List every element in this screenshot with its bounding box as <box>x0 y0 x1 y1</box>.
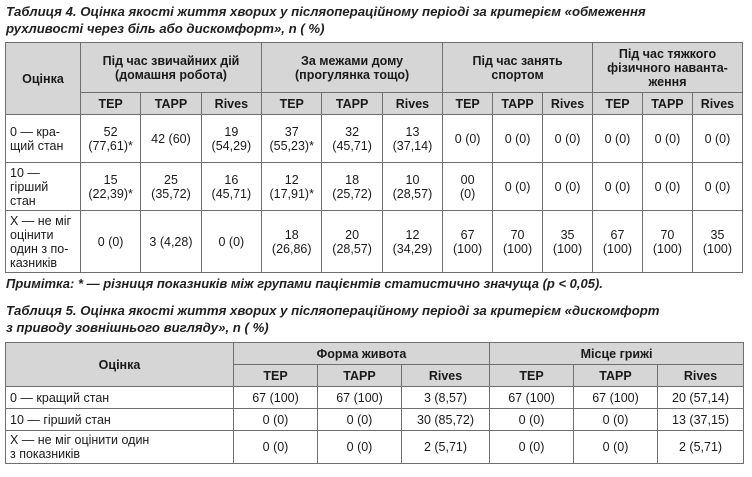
table-cell <box>593 163 643 211</box>
table-cell: 13 (37,15) <box>658 409 744 431</box>
table-cell <box>642 115 692 163</box>
cell-value-line: (100) <box>552 241 583 256</box>
table-cell <box>493 115 543 163</box>
table4-row <box>6 115 743 163</box>
cell-value-line: 16 <box>224 172 239 187</box>
cell-value-line: (25,72) <box>332 186 372 201</box>
table4-caption-line2: рухливості через біль або дискомфорт», n ( %) <box>6 21 325 36</box>
table-cell <box>382 163 442 211</box>
group-title-line: (домашня робота) <box>115 67 227 82</box>
table-cell <box>382 115 442 163</box>
method-header: Rives <box>382 93 442 115</box>
row-label <box>6 211 81 273</box>
cell-value-line: 13 <box>405 124 420 139</box>
cell-value-line: (100) <box>702 241 733 256</box>
method-header: TAPP <box>322 93 382 115</box>
cell-value-line: 35 <box>560 227 575 242</box>
row-label-line: з показників <box>10 447 80 461</box>
table-cell: 0 (0) <box>234 431 318 464</box>
table5-group-header: Місце грижі <box>490 343 744 365</box>
table-cell <box>141 115 201 163</box>
cell-value-line: 70 <box>660 227 675 242</box>
cell-value-line: (17,91)* <box>269 186 314 201</box>
table-cell: 0 (0) <box>318 431 402 464</box>
row-label <box>6 431 234 464</box>
cell-value-line: 0 (0) <box>554 131 581 146</box>
cell-value-line: 0 (0) <box>554 179 581 194</box>
table-cell: 3 (8,57) <box>402 387 490 409</box>
table-cell: 0 (0) <box>490 409 574 431</box>
cell-value-line: 67 <box>460 227 475 242</box>
table4-group-header-row <box>6 43 743 93</box>
cell-value-line: (77,61)* <box>88 138 133 153</box>
row-label-line: 10 — гірший стан <box>10 412 111 427</box>
table4 <box>5 42 743 273</box>
cell-value-line: (45,71) <box>211 186 252 201</box>
row-label <box>6 115 81 163</box>
table-cell: 0 (0) <box>574 409 658 431</box>
cell-value-line: (100) <box>602 241 633 256</box>
table4-group-header <box>443 43 593 93</box>
row-label-line: оцінити <box>10 227 54 242</box>
cell-value-line: 20 <box>345 227 360 242</box>
table-cell: 2 (5,71) <box>658 431 744 464</box>
cell-value-line: (100) <box>453 241 483 256</box>
cell-value-line: (34,29) <box>392 241 433 256</box>
cell-value-line: 0 (0) <box>654 179 681 194</box>
table5-row <box>6 387 744 409</box>
group-title-line: фізичного наванта- <box>607 60 728 75</box>
cell-value-line: (100) <box>652 241 683 256</box>
cell-value-line: 25 <box>164 172 178 187</box>
cell-value-line: (28,57) <box>332 241 372 256</box>
table-cell <box>322 211 382 273</box>
cell-value-line: (0) <box>459 186 476 201</box>
table-cell: 2 (5,71) <box>402 431 490 464</box>
cell-value-line: 70 <box>510 227 525 242</box>
row-label-line: стан <box>10 193 36 208</box>
cell-value-line: 18 <box>284 227 299 242</box>
cell-value-line: 0 (0) <box>97 234 124 249</box>
table-cell <box>141 211 201 273</box>
method-header: Rives <box>543 93 593 115</box>
table-cell <box>642 211 692 273</box>
table5 <box>5 342 744 464</box>
row-label-line: казників <box>10 255 58 270</box>
method-header: TEP <box>234 365 318 387</box>
method-header: TAPP <box>642 93 692 115</box>
table5-score-header: Оцінка <box>6 343 234 387</box>
table4-caption <box>6 3 646 37</box>
cell-value-line: 0 (0) <box>504 179 531 194</box>
table-cell <box>382 211 442 273</box>
cell-value-line: 42 (60) <box>151 131 191 146</box>
cell-value-line: 00 <box>460 172 475 187</box>
cell-value-line: 10 <box>405 172 420 187</box>
group-title-line: Під час занять <box>472 53 563 68</box>
group-title-line: Під час тяжкого <box>618 46 717 61</box>
table-cell: 0 (0) <box>490 431 574 464</box>
cell-value-line: 0 (0) <box>704 179 731 194</box>
table-cell <box>543 115 593 163</box>
method-header: TAPP <box>141 93 201 115</box>
table-cell <box>443 211 493 273</box>
method-header: TEP <box>443 93 493 115</box>
table-cell <box>80 163 140 211</box>
table5-group-header: Форма живота <box>234 343 490 365</box>
cell-value-line: (22,39)* <box>88 186 133 201</box>
method-header: TAPP <box>318 365 402 387</box>
cell-value-line: 0 (0) <box>504 131 531 146</box>
row-label-line: Х — не міг <box>10 213 72 228</box>
group-title-line: За межами дому <box>301 53 404 68</box>
cell-value-line: 0 (0) <box>604 131 631 146</box>
cell-value-line: 0 (0) <box>218 234 245 249</box>
method-header: Rives <box>201 93 261 115</box>
method-header: TEP <box>593 93 643 115</box>
table-cell: 67 (100) <box>234 387 318 409</box>
table-cell <box>593 115 643 163</box>
table-cell <box>692 163 742 211</box>
group-title-line: спортом <box>491 67 544 82</box>
cell-value-line: 3 (4,28) <box>149 234 193 249</box>
row-label-line: гірший <box>10 179 49 194</box>
table4-caption-line1: Таблиця 4. Оцінка якості життя хворих у післяопераційному періоді за критерієм «обмеження <box>6 4 646 19</box>
table-cell <box>322 163 382 211</box>
row-label-line: Х — не міг оцінити один <box>10 433 150 447</box>
table-cell: 67 (100) <box>490 387 574 409</box>
table-cell <box>642 163 692 211</box>
group-title-line: ження <box>648 74 687 89</box>
table-cell: 20 (57,14) <box>658 387 744 409</box>
table-cell <box>493 163 543 211</box>
table-cell <box>543 163 593 211</box>
table5-caption-line1: Таблиця 5. Оцінка якості життя хворих у післяопераційному періоді за критерієм «дискомфорт <box>6 303 660 318</box>
cell-value-line: 12 <box>284 172 299 187</box>
table-cell: 30 (85,72) <box>402 409 490 431</box>
cell-value-line: (37,14) <box>392 138 433 153</box>
method-header: TEP <box>490 365 574 387</box>
method-header: TAPP <box>574 365 658 387</box>
cell-value-line: (100) <box>502 241 533 256</box>
cell-value-line: 37 <box>284 124 299 139</box>
table4-score-header: Оцінка <box>6 43 81 115</box>
cell-value-line: 19 <box>224 124 239 139</box>
table-cell <box>201 163 261 211</box>
cell-value-line: 0 (0) <box>454 131 481 146</box>
row-label-line: щий стан <box>10 138 64 153</box>
cell-value-line: 0 (0) <box>604 179 631 194</box>
table-cell <box>262 115 322 163</box>
table-cell: 0 (0) <box>574 431 658 464</box>
table-cell <box>80 115 140 163</box>
method-header: Rives <box>692 93 742 115</box>
table-cell <box>201 211 261 273</box>
table-cell: 67 (100) <box>318 387 402 409</box>
table4-note: Примітка: * — різниця показників між групами пацієнтів статистично значуща (p < 0,05). <box>6 276 603 291</box>
cell-value-line: (26,86) <box>271 241 312 256</box>
method-header: TEP <box>80 93 140 115</box>
table-cell <box>141 163 201 211</box>
table4-row <box>6 163 743 211</box>
table5-row <box>6 431 744 464</box>
row-label-line: 0 — кращий стан <box>10 390 110 405</box>
group-title-line: (прогулянка тощо) <box>294 67 410 82</box>
method-header: TAPP <box>493 93 543 115</box>
row-label <box>6 387 234 409</box>
cell-value-line: (55,23)* <box>269 138 314 153</box>
cell-value-line: (35,72) <box>151 186 191 201</box>
row-label-line: один з по- <box>10 241 69 256</box>
table-cell <box>322 115 382 163</box>
table5-caption-line2: з приводу зовнішнього вигляду», n ( %) <box>6 320 269 335</box>
table-cell <box>543 211 593 273</box>
row-label-line: 10 — <box>10 165 40 180</box>
cell-value-line: 12 <box>405 227 420 242</box>
cell-value-line: 67 <box>610 227 625 242</box>
table-cell <box>692 115 742 163</box>
cell-value-line: 35 <box>710 227 725 242</box>
table-cell <box>262 211 322 273</box>
table-cell <box>443 115 493 163</box>
table4-group-header <box>593 43 743 93</box>
table-cell: 0 (0) <box>234 409 318 431</box>
table4-method-header-row <box>6 93 743 115</box>
cell-value-line: (45,71) <box>332 138 372 153</box>
method-header: Rives <box>658 365 744 387</box>
table-cell <box>692 211 742 273</box>
table-cell <box>443 163 493 211</box>
table-cell <box>493 211 543 273</box>
table4-row <box>6 211 743 273</box>
table-cell <box>593 211 643 273</box>
table5-row <box>6 409 744 431</box>
cell-value-line: (28,57) <box>392 186 433 201</box>
cell-value-line: 15 <box>103 172 118 187</box>
cell-value-line: (54,29) <box>211 138 252 153</box>
cell-value-line: 18 <box>345 172 360 187</box>
table-cell: 0 (0) <box>318 409 402 431</box>
table-cell <box>262 163 322 211</box>
table5-caption <box>6 302 660 336</box>
cell-value-line: 0 (0) <box>654 131 681 146</box>
table4-group-header <box>262 43 443 93</box>
method-header: TEP <box>262 93 322 115</box>
table-cell <box>201 115 261 163</box>
cell-value-line: 32 <box>345 124 360 139</box>
table4-group-header <box>80 43 261 93</box>
cell-value-line: 52 <box>103 124 118 139</box>
table-cell: 67 (100) <box>574 387 658 409</box>
cell-value-line: 0 (0) <box>704 131 731 146</box>
table5-group-header-row <box>6 343 744 365</box>
method-header: Rives <box>402 365 490 387</box>
group-title-line: Під час звичайних дій <box>102 53 240 68</box>
row-label <box>6 163 81 211</box>
row-label-line: 0 — кра- <box>10 124 60 139</box>
row-label <box>6 409 234 431</box>
table-cell <box>80 211 140 273</box>
